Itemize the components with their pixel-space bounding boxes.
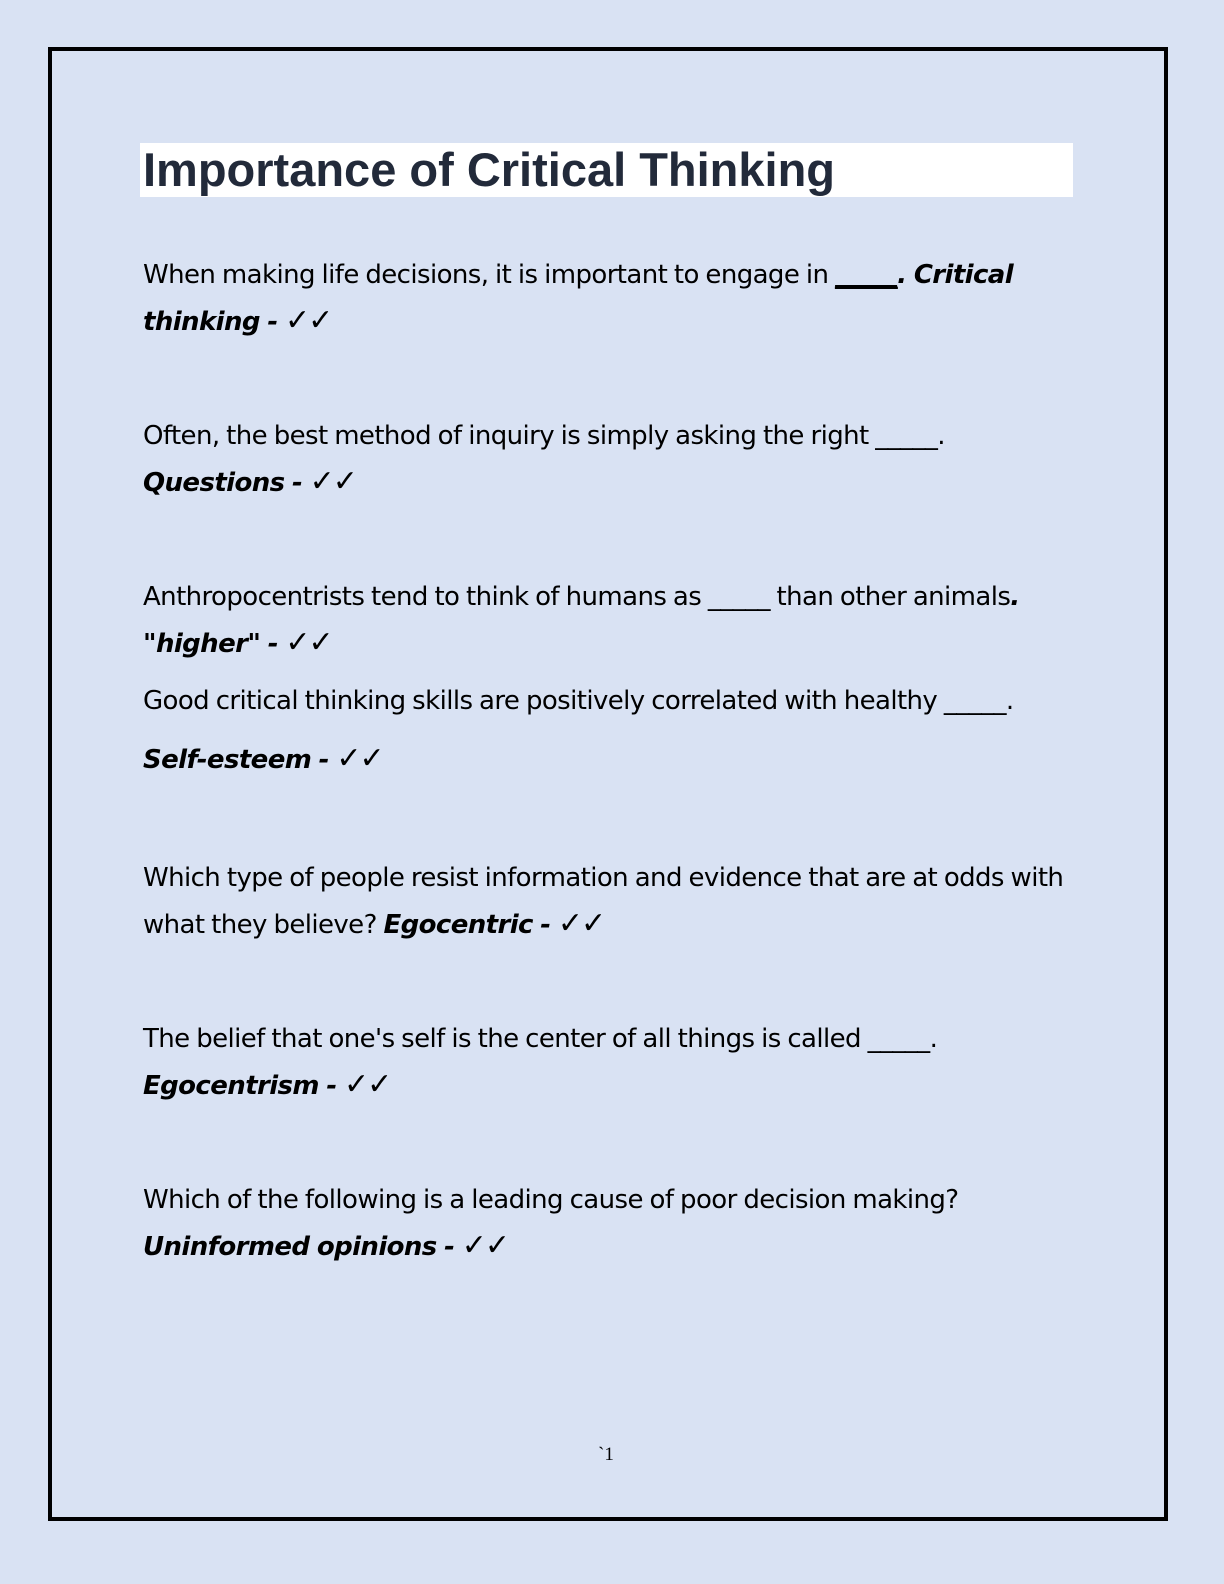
qa-item-5 xyxy=(143,855,1073,948)
answer-text: Egocentrism - xyxy=(143,1071,345,1101)
question-text: Often, the best method of inquiry is simply asking the right _____. xyxy=(143,421,945,451)
answer-text: Uninformed opinions - xyxy=(143,1232,462,1262)
question-text: When making life decisions, it is important to engage in xyxy=(143,260,836,290)
answer-text: Questions - xyxy=(143,468,310,498)
double-check-icon: ✓✓ xyxy=(336,741,383,776)
question-text: Which type of people resist information and evidence that are at odds with what they believe? xyxy=(143,863,1064,940)
question-text: Anthropocentrists tend to think of humans as _____ than other animals xyxy=(143,582,1011,612)
answer-text: Self-esteem - xyxy=(143,745,337,775)
question-text: Which of the following is a leading cause of poor decision making? xyxy=(143,1185,959,1215)
qa-item-6 xyxy=(143,1016,1073,1109)
qa-item-2 xyxy=(143,413,1073,506)
page-number: `1 xyxy=(598,1444,614,1465)
answer-blank: _____ xyxy=(835,260,898,290)
double-check-icon: ✓✓ xyxy=(309,464,356,499)
double-check-icon: ✓✓ xyxy=(344,1067,391,1102)
double-check-icon: ✓✓ xyxy=(461,1228,509,1263)
double-check-icon: ✓✓ xyxy=(285,625,332,660)
answer-text: . "higher" - xyxy=(143,582,1020,659)
page-title: Importance of Critical Thinking xyxy=(143,143,836,196)
qa-item-3 xyxy=(143,574,1023,667)
answer-text: . Critical thinking - xyxy=(143,260,1014,337)
answer-text: Egocentric - xyxy=(383,910,558,940)
question-text: The belief that one's self is the center of all things is called _____. xyxy=(143,1024,938,1054)
qa-item-1 xyxy=(143,252,1073,345)
qa-item-7 xyxy=(143,1177,1073,1270)
double-check-icon: ✓✓ xyxy=(284,303,332,338)
double-check-icon: ✓✓ xyxy=(557,906,605,941)
question-text: Good critical thinking skills are positively correlated with healthy _____. xyxy=(143,686,1014,716)
qa-item-4 xyxy=(143,678,1103,783)
